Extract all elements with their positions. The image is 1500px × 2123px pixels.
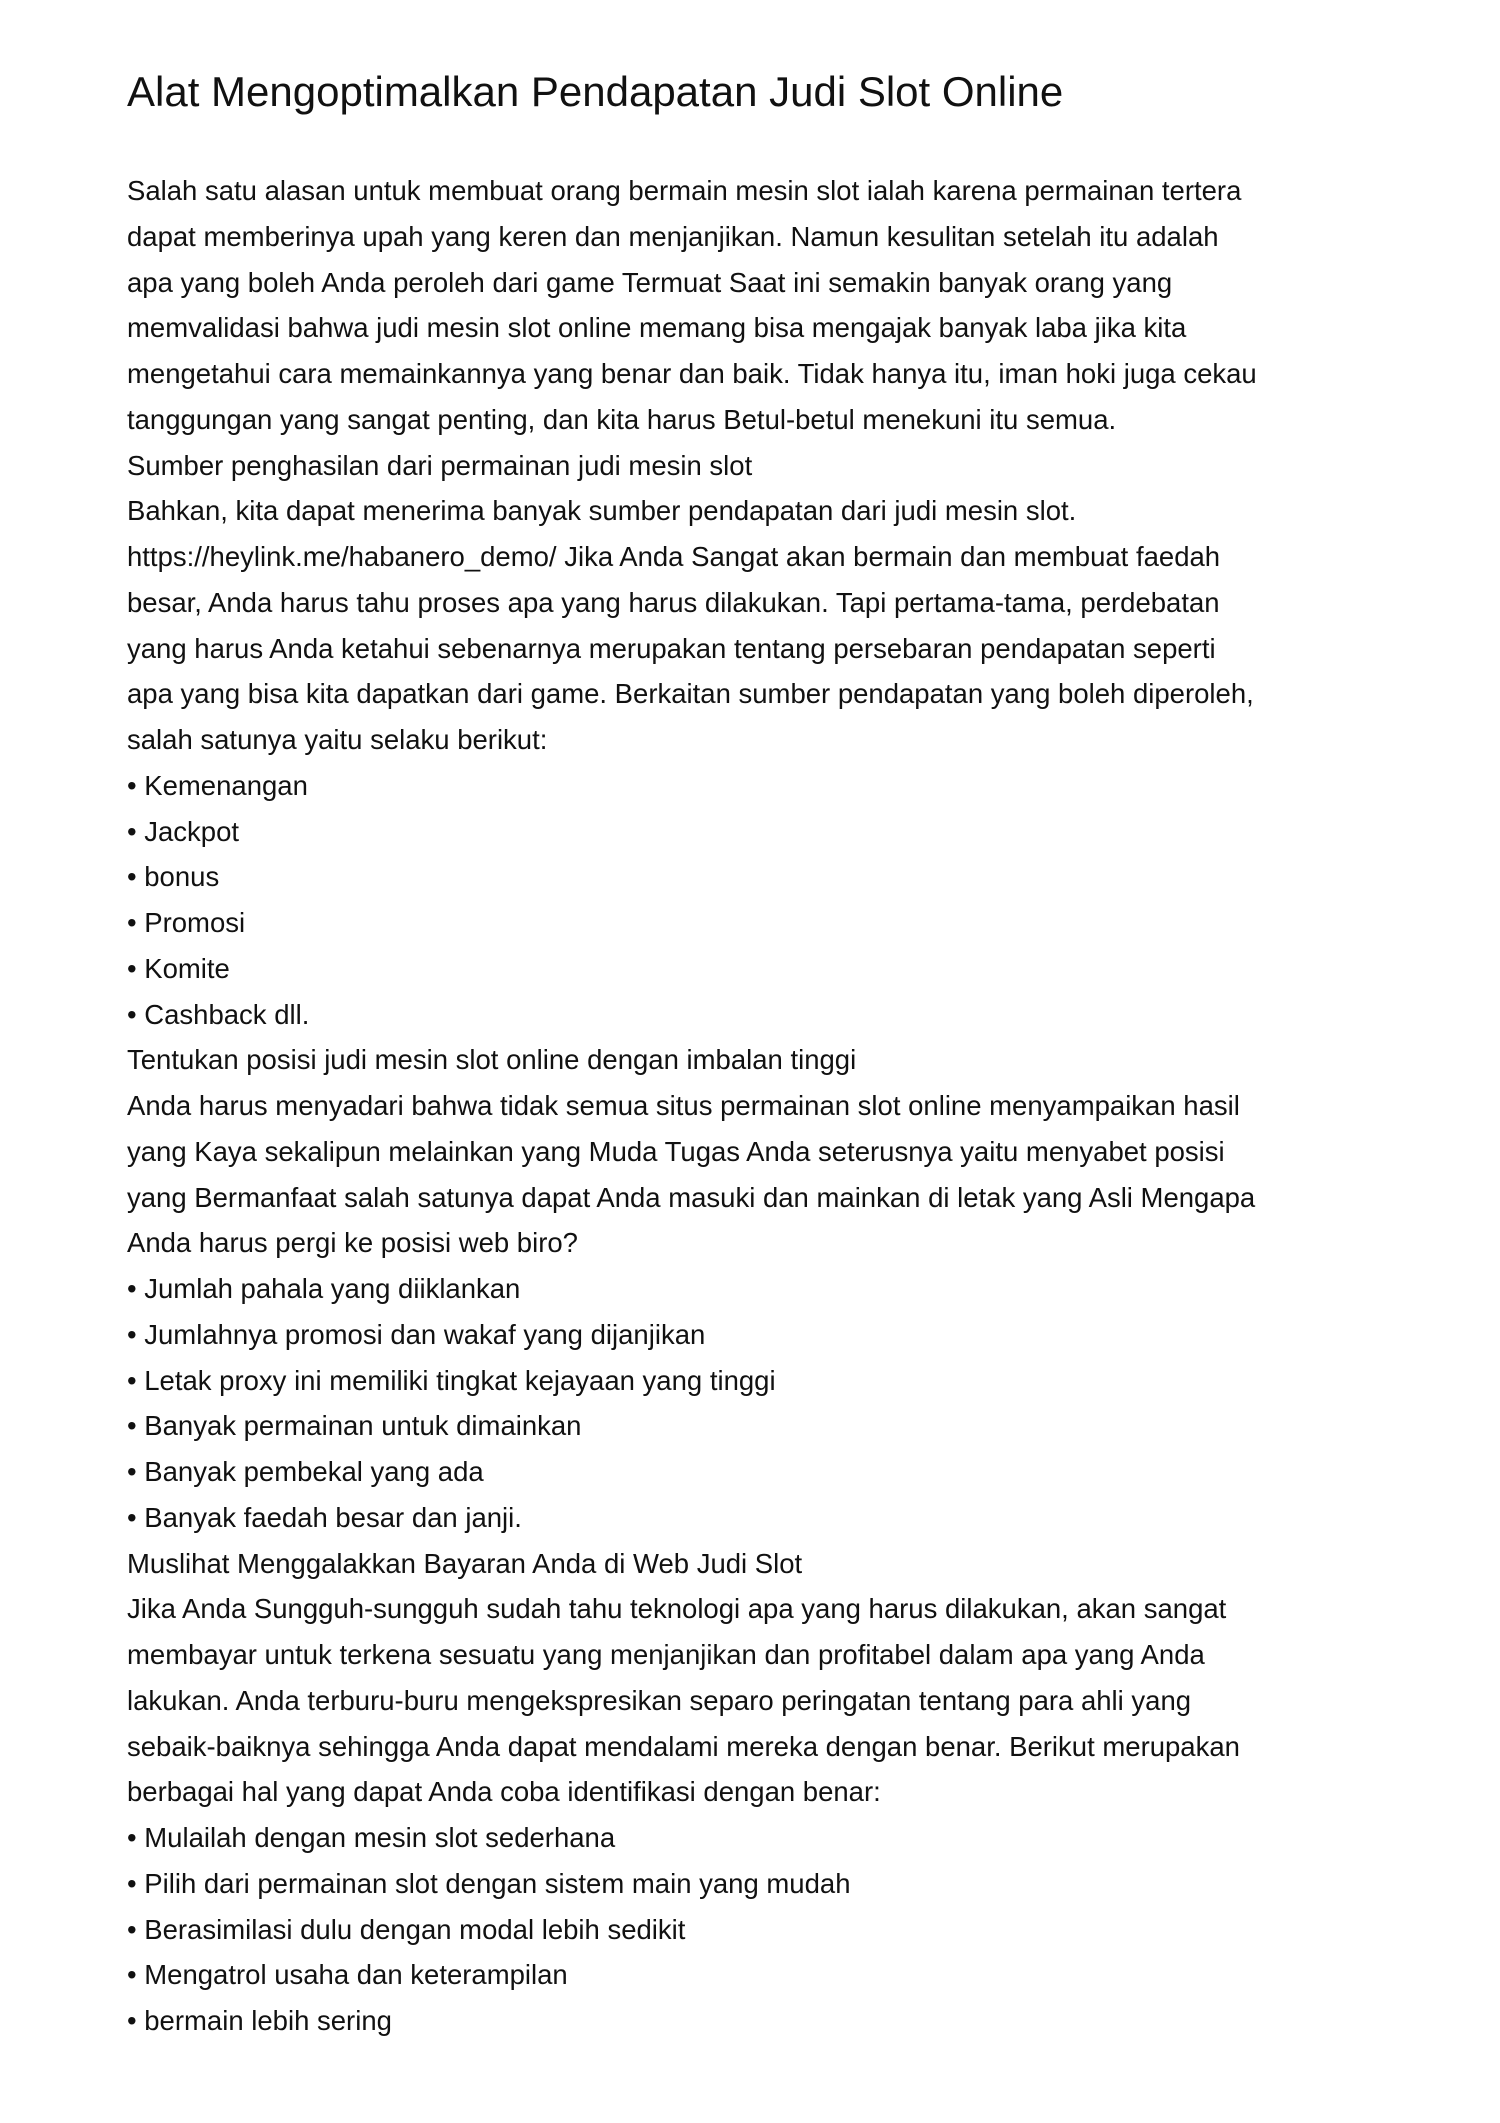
list-item: • Banyak permainan untuk dimainkan <box>127 1410 582 1442</box>
paragraph-line: https://heylink.me/habanero_demo/ Jika Anda Sangat akan bermain dan membuat faedah <box>127 541 1221 572</box>
section-heading: Sumber penghasilan dari permainan judi mesin slot <box>127 449 753 481</box>
list-item: • Jackpot <box>127 815 240 847</box>
paragraph-line: Salah satu alasan untuk membuat orang bermain mesin slot ialah karena permainan tertera <box>127 175 1242 206</box>
document-body <box>127 168 1387 2044</box>
paragraph-line: berbagai hal yang dapat Anda coba identifikasi dengan benar: <box>127 1776 881 1808</box>
paragraph-line: dapat memberinya upah yang keren dan menjanjikan. Namun kesulitan setelah itu adalah <box>127 220 1219 252</box>
paragraph-line: Bahkan, kita dapat menerima banyak sumber pendapatan dari judi mesin slot. <box>127 495 1077 527</box>
list-item: • Mulailah dengan mesin slot sederhana <box>127 1822 616 1853</box>
list-item: • bonus <box>127 861 220 893</box>
list-item: • Jumlahnya promosi dan wakaf yang dijanjikan <box>127 1318 706 1350</box>
list-item: • Cashback dll. <box>127 998 310 1030</box>
paragraph-line: yang harus Anda ketahui sebenarnya merupakan tentang persebaran pendapatan seperti <box>127 632 1216 664</box>
paragraph-line: Jika Anda Sungguh-sungguh sudah tahu teknologi apa yang harus dilakukan, akan sangat <box>127 1593 1227 1625</box>
paragraph-line: tanggungan yang sangat penting, dan kita harus Betul-betul menekuni itu semua. <box>127 403 1117 435</box>
list-item: • Jumlah pahala yang diiklankan <box>127 1273 521 1304</box>
list-item: • Kemenangan <box>127 769 308 801</box>
paragraph-line: besar, Anda harus tahu proses apa yang harus dilakukan. Tapi pertama-tama, perdebatan <box>127 586 1220 618</box>
page-title: Alat Mengoptimalkan Pendapatan Judi Slot Online <box>127 68 1064 115</box>
list-item: • Berasimilasi dulu dengan modal lebih sedikit <box>127 1913 686 1945</box>
paragraph-line: apa yang boleh Anda peroleh dari game Termuat Saat ini semakin banyak orang yang <box>127 266 1173 298</box>
paragraph-line: memvalidasi bahwa judi mesin slot online memang bisa mengajak banyak laba jika kita <box>127 312 1187 344</box>
section-heading: Muslihat Menggalakkan Bayaran Anda di Web Judi Slot <box>127 1547 803 1579</box>
list-item: • Banyak pembekal yang ada <box>127 1456 484 1487</box>
list-item: • Banyak faedah besar dan janji. <box>127 1501 522 1533</box>
paragraph-line: Anda harus pergi ke posisi web biro? <box>127 1227 578 1259</box>
paragraph-line: sebaik-baiknya sehingga Anda dapat mendalami mereka dengan benar. Berikut merupakan <box>127 1730 1240 1762</box>
list-item: • Mengatrol usaha dan keterampilan <box>127 1959 568 1991</box>
paragraph-line: mengetahui cara memainkannya yang benar dan baik. Tidak hanya itu, iman hoki juga cekau <box>127 358 1257 389</box>
list-item: • bermain lebih sering <box>127 2005 392 2036</box>
list-item: • Komite <box>127 952 230 984</box>
paragraph-line: salah satunya yaitu selaku berikut: <box>127 724 548 755</box>
paragraph-line: yang Kaya sekalipun melainkan yang Muda Tugas Anda seterusnya yaitu menyabet posisi <box>127 1135 1225 1167</box>
paragraph-line: Anda harus menyadari bahwa tidak semua situs permainan slot online menyampaikan hasil <box>127 1090 1240 1121</box>
list-item: • Letak proxy ini memiliki tingkat kejayaan yang tinggi <box>127 1364 776 1396</box>
list-item: • Promosi <box>127 907 246 938</box>
section-heading: Tentukan posisi judi mesin slot online dengan imbalan tinggi <box>127 1044 857 1076</box>
paragraph-line: membayar untuk terkena sesuatu yang menjanjikan dan profitabel dalam apa yang Anda <box>127 1639 1205 1670</box>
paragraph-line: apa yang bisa kita dapatkan dari game. Berkaitan sumber pendapatan yang boleh diperoleh, <box>127 678 1254 710</box>
list-item: • Pilih dari permainan slot dengan sistem main yang mudah <box>127 1867 851 1899</box>
paragraph-line: yang Bermanfaat salah satunya dapat Anda masuki dan mainkan di letak yang Asli Mengapa <box>127 1181 1256 1213</box>
paragraph-line: lakukan. Anda terburu-buru mengekspresikan separo peringatan tentang para ahli yang <box>127 1684 1192 1716</box>
